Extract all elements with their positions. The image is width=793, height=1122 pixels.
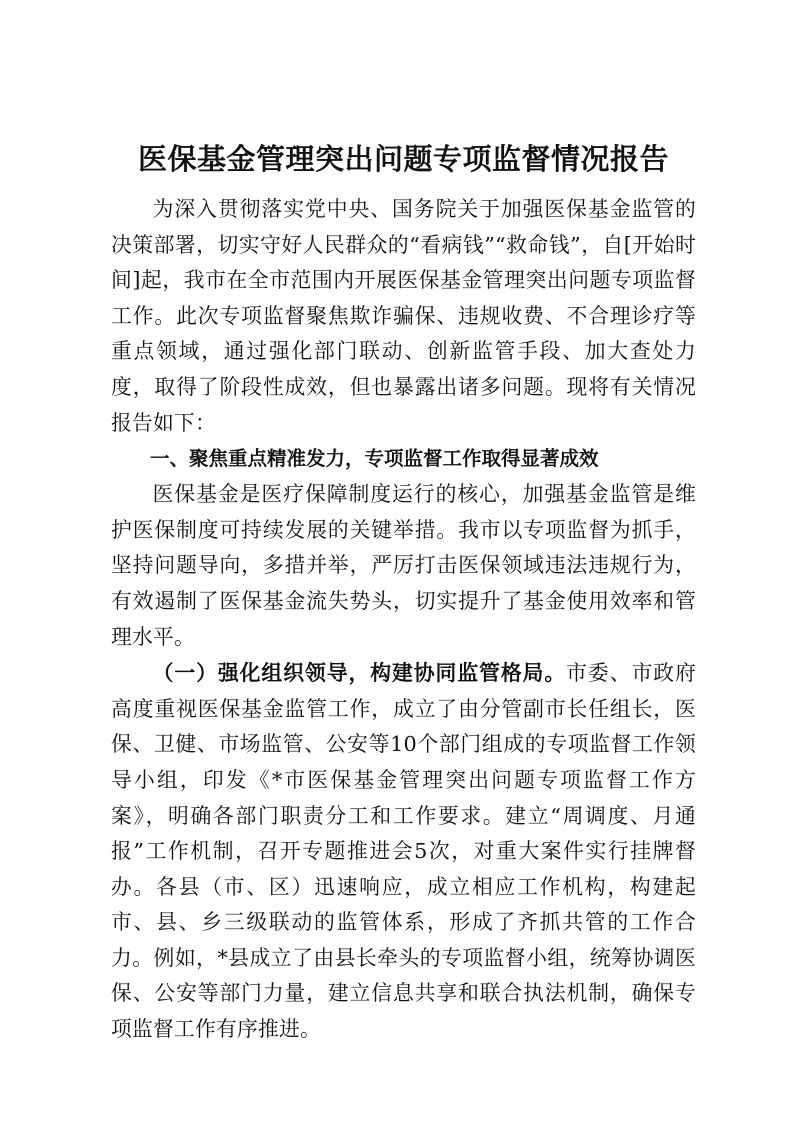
document-page [111, 138, 696, 1048]
subsection-1-text: 市委、市政府高度重视医保基金监管工作，成立了由分管副市长任组长，医保、卫健、市场监管、公安等10个部门组成的专项监督工作领导小组，印发《*市医保基金管理突出问题专项监督工作方案》，明确各部门职责分工和工作要求。建立“周调度、月通报”工作机制，召开专题推进会5次，对重大案件实行挂牌督办。各县（市、区）迅速响应，成立相应工作机构，构建起市、县、乡三级联动的监管体系，形成了齐抓共管的工作合力。例如，*县成立了由县长牵头的专项监督小组，统筹协调医保、公安等部门力量，建立信息共享和联合执法机制，确保专项监督工作有序推进。 [111, 661, 696, 1042]
section-heading-1: 一、聚焦重点精准发力，专项监督工作取得显著成效 [150, 447, 599, 471]
intro-paragraph: 为深入贯彻落实党中央、国务院关于加强医保基金监管的决策部署，切实守好人民群众的“看病钱”“救命钱”，自[开始时间]起，我市在全市范围内开展医保基金管理突出问题专项监督工作。此次专项监督聚焦欺诈骗保、违规收费、不合理诊疗等重点领域，通过强化部门联动、创新监管手段、加大查处力度，取得了阶段性成效，但也暴露出诸多问题。现将有关情况报告如下： [111, 197, 696, 435]
section-1-paragraph: 医保基金是医疗保障制度运行的核心，加强基金监管是维护医保制度可持续发展的关键举措。我市以专项监督为抓手，坚持问题导向，多措并举，严厉打击医保领域违法违规行为，有效遏制了医保基金流失势头，切实提升了基金使用效率和管理水平。 [111, 482, 696, 649]
subsection-1-heading: （一）强化组织领导，构建协同监管格局。 [152, 660, 567, 686]
subsection-1-paragraph [111, 655, 696, 1048]
document-title: 医保基金管理突出问题专项监督情况报告 [137, 142, 669, 176]
